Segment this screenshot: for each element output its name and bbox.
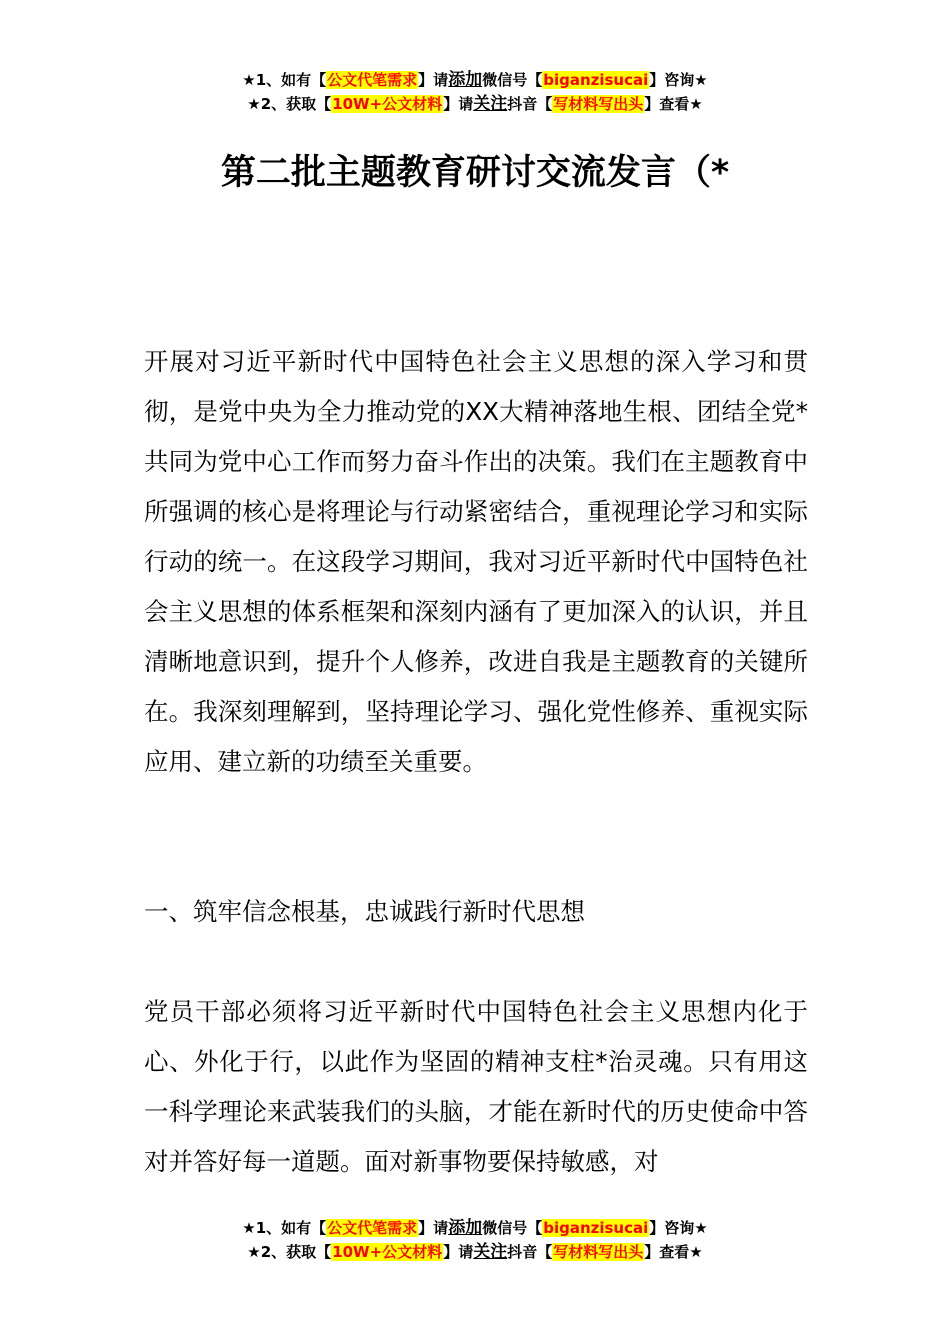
banner-text: 】咨询★ bbox=[649, 71, 708, 89]
banner-text: 】请 bbox=[418, 1219, 449, 1237]
banner-text: 】请 bbox=[418, 71, 449, 89]
banner-text: 抖音【 bbox=[507, 95, 553, 113]
header-banner bbox=[0, 68, 950, 116]
banner-highlight: 10W+公文材料 bbox=[332, 95, 443, 113]
document-title: 第二批主题教育研讨交流发言（* bbox=[220, 153, 730, 193]
banner-highlight: 写材料写出头 bbox=[553, 95, 644, 113]
paragraph-intro: 开展对习近平新时代中国特色社会主义思想的深入学习和贯彻，是党中央为全力推动党的XX大精神落地生根、团结全党*共同为党中心工作而努力奋斗作出的决策。我们在主题教育中所强调的核心是将理论与行动紧密结合，重视理论学习和实际行动的统一。在这段学习期间，我对习近平新时代中国特色社会主义思想的体系框架和深刻内涵有了更加深入的认识，并且清晰地意识到，提升个人修养，改进自我是主题教育的关键所在。我深刻理解到，坚持理论学习、强化党性修养、重视实际应用、建立新的功绩至关重要。 bbox=[144, 347, 808, 776]
banner-text: 】请 bbox=[443, 1243, 474, 1261]
paragraph-section-1: 党员干部必须将习近平新时代中国特色社会主义思想内化于心、外化于行，以此作为坚固的精神支柱*治灵魂。只有用这一科学理论来武装我们的头脑，才能在新时代的历史使命中答对并答好每一道题。面对新事物要保持敏感，对 bbox=[144, 997, 808, 1176]
banner-highlight: 10W+公文材料 bbox=[332, 1243, 443, 1261]
banner-emphasis: 添加 bbox=[448, 1218, 483, 1238]
banner-line-1 bbox=[0, 68, 950, 92]
banner-text: ★1、如有【 bbox=[242, 71, 327, 89]
banner-text: 微信号【 bbox=[482, 71, 543, 89]
banner-highlight: 公文代笔需求 bbox=[327, 1219, 418, 1237]
banner-highlight: 公文代笔需求 bbox=[327, 71, 418, 89]
banner-emphasis: 关注 bbox=[473, 1242, 508, 1262]
banner-emphasis: 关注 bbox=[473, 94, 508, 114]
banner-text: ★1、如有【 bbox=[242, 1219, 327, 1237]
banner-text: 】咨询★ bbox=[649, 1219, 708, 1237]
banner-text: 】请 bbox=[443, 95, 474, 113]
banner-text: 抖音【 bbox=[507, 1243, 553, 1261]
banner-emphasis: 添加 bbox=[448, 70, 483, 90]
banner-line-1 bbox=[0, 1216, 950, 1240]
banner-text: 微信号【 bbox=[482, 1219, 543, 1237]
banner-text: ★2、获取【 bbox=[247, 1243, 332, 1261]
banner-text: ★2、获取【 bbox=[247, 95, 332, 113]
banner-line-2 bbox=[0, 92, 950, 116]
banner-text: 】查看★ bbox=[644, 1243, 703, 1261]
banner-text: 】查看★ bbox=[644, 95, 703, 113]
section-heading-1: 一、筑牢信念根基，忠诚践行新时代思想 bbox=[144, 897, 585, 926]
footer-banner bbox=[0, 1216, 950, 1264]
banner-highlight: 写材料写出头 bbox=[553, 1243, 644, 1261]
banner-line-2 bbox=[0, 1240, 950, 1264]
banner-highlight: biganzisucai bbox=[543, 1219, 649, 1237]
banner-highlight: biganzisucai bbox=[543, 71, 649, 89]
